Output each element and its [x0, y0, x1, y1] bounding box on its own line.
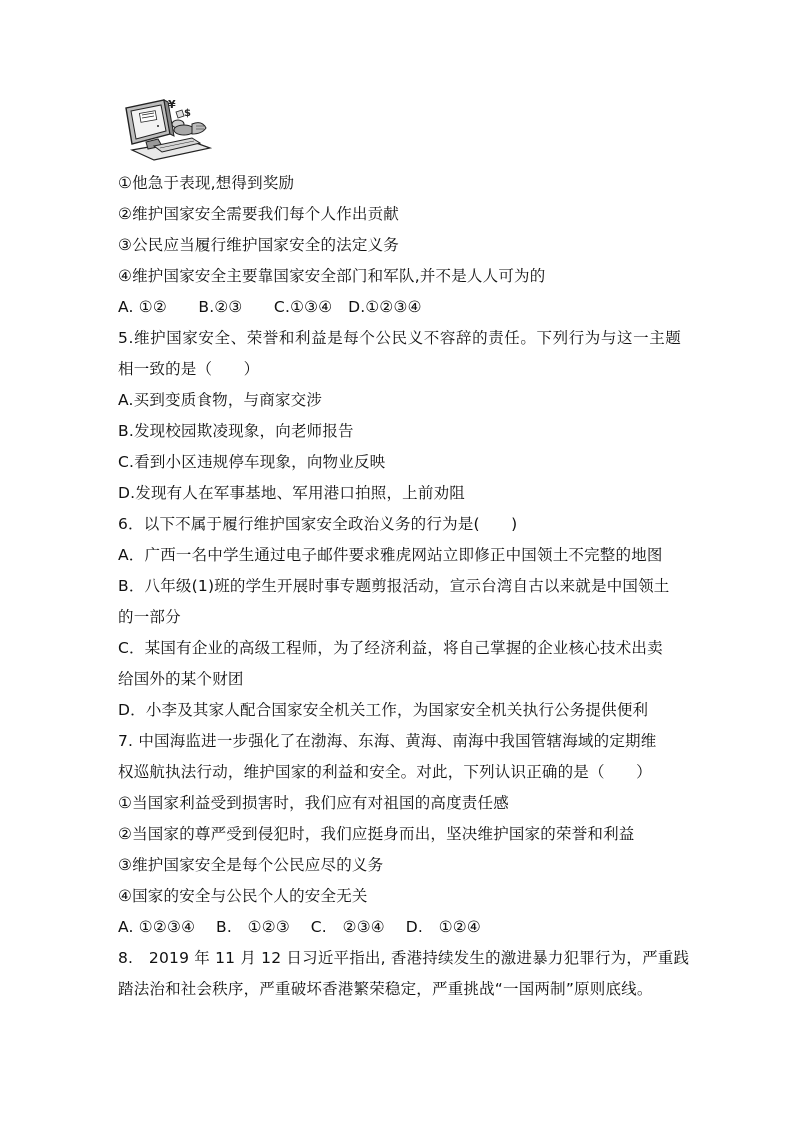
- option-a: A.买到变质食物，与商家交涉: [118, 391, 323, 409]
- option-c: C.看到小区违规停车现象，向物业反映: [118, 453, 386, 471]
- text-line: ④维护国家安全主要靠国家安全部门和军队,并不是人人可为的: [118, 267, 546, 285]
- option-b-cont: 的一部分: [118, 608, 181, 626]
- option-d: D.发现有人在军事基地、军用港口拍照，上前劝阻: [118, 484, 465, 502]
- answer-options: A. ①②③④ B. ①②③ C. ②③④ D. ①②④: [118, 918, 481, 936]
- option-a: A．广西一名中学生通过电子邮件要求雅虎网站立即修正中国领土不完整的地图: [118, 546, 663, 564]
- statement-1: ①当国家利益受到损害时，我们应有对祖国的高度责任感: [118, 794, 509, 812]
- question-8-stem-cont: 踏法治和社会秩序，严重破坏香港繁荣稳定，严重挑战“一国两制”原则底线。: [118, 980, 653, 998]
- computer-money-cartoon-icon: [118, 94, 216, 162]
- answer-options: A. ①② B.②③ C.①③④ D.①②③④: [118, 298, 422, 316]
- option-d: D．小李及其家人配合国家安全机关工作，为国家安全机关执行公务提供便利: [118, 701, 649, 719]
- question-text-block: [118, 168, 688, 1005]
- text-line: ①他急于表现,想得到奖励: [118, 174, 295, 192]
- text-line: ③公民应当履行维护国家安全的法定义务: [118, 236, 399, 254]
- svg-text:$: $: [184, 108, 191, 119]
- statement-3: ③维护国家安全是每个公民应尽的义务: [118, 856, 384, 874]
- statement-2: ②当国家的尊严受到侵犯时，我们应挺身而出，坚决维护国家的荣誉和利益: [118, 825, 635, 843]
- svg-text:¥: ¥: [168, 98, 176, 111]
- option-b: B.发现校园欺凌现象，向老师报告: [118, 422, 354, 440]
- question-6-stem: 6．以下不属于履行维护国家安全政治义务的行为是( ): [118, 515, 518, 533]
- question-5-stem-cont: 相一致的是（ ）: [118, 360, 260, 378]
- question-8-stem: 8. 2019 年 11 月 12 日习近平指出, 香港持续发生的激进暴力犯罪行为，严重践: [118, 949, 690, 967]
- option-c: C．某国有企业的高级工程师，为了经济利益，将自己掌握的企业核心技术出卖: [118, 639, 663, 657]
- option-b: B．八年级(1)班的学生开展时事专题剪报活动，宣示台湾自古以来就是中国领土: [118, 577, 670, 595]
- text-line: ②维护国家安全需要我们每个人作出贡献: [118, 205, 399, 223]
- option-c-cont: 给国外的某个财团: [118, 670, 244, 688]
- question-7-stem-cont: 权巡航执法行动，维护国家的利益和安全。对此，下列认识正确的是（ ）: [118, 763, 652, 781]
- question-7-stem: 7. 中国海监进一步强化了在渤海、东海、黄海、南海中我国管辖海域的定期维: [118, 732, 657, 750]
- statement-4: ④国家的安全与公民个人的安全无关: [118, 887, 368, 905]
- question-5-stem: 5.维护国家安全、荣誉和利益是每个公民义不容辞的责任。下列行为与这一主题: [118, 329, 682, 347]
